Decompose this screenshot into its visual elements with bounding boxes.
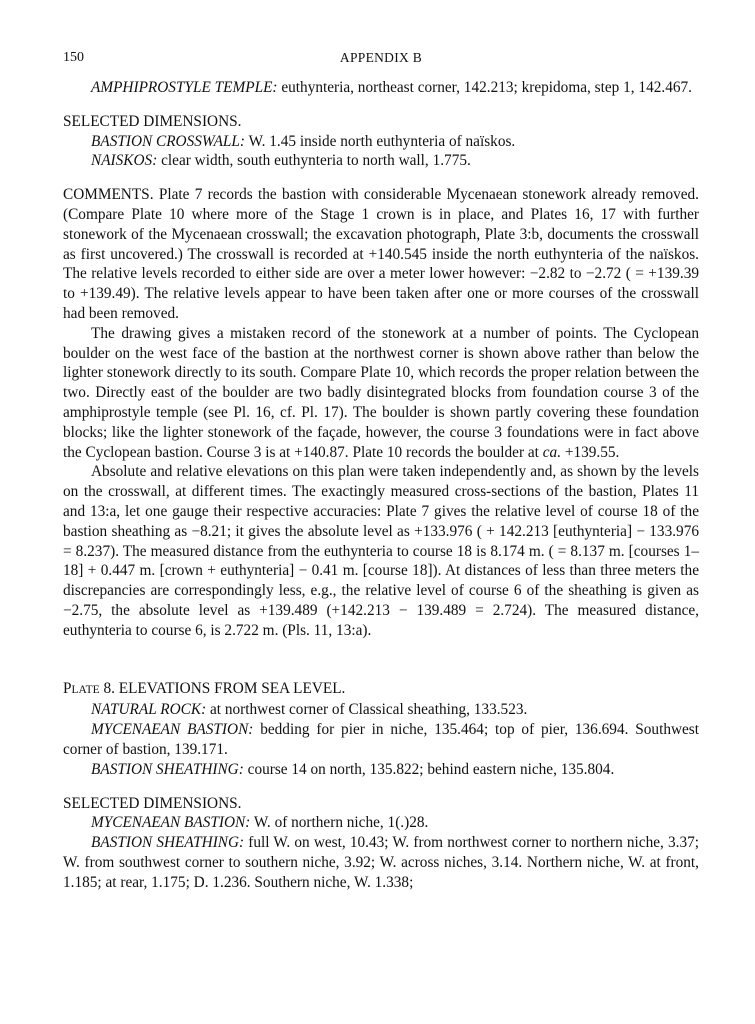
entry-label: NAISKOS:	[91, 152, 158, 170]
entry-label: BASTION CROSSWALL:	[91, 132, 246, 150]
entry-label: BASTION SHEATHING:	[91, 834, 245, 852]
entry-text: clear width, south euthynteria to north wall, 1.775.	[157, 152, 471, 170]
entry-label: MYCENAEAN BASTION:	[91, 814, 251, 832]
plate-8-heading	[63, 679, 699, 701]
heading-initial: P	[63, 679, 72, 697]
entry-text: W. 1.45 inside north euthynteria of naïskos.	[245, 132, 516, 150]
entry-text: course 14 on north, 135.822; behind eastern niche, 135.804.	[243, 760, 615, 778]
comments-paragraph-3: Absolute and relative elevations on this plan were taken independently and, as shown by the levels on the crosswall, at different times. The exactingly measured cross-sections of the bastion, Plates 11 and 13:a, let one gauge their respective accuracies: Plate 7 gives the relative level of course 18 of the bastion sheathing as −8.21; it gives the absolute level as +133.976 ( + 142.213 [euthynteria] − 133.976 = 8.237). The measured distance from the euthynteria to course 18 is 8.174 m. ( = 8.137 m. [courses 1–18] + 0.447 m. [crown + euthynteria] − 0.41 m. [course 18]). At distances of less than three meters the discrepancies are correspondingly less, e.g., the relative level of course 6 of the sheathing is given as −2.75, the absolute level as +139.489 (+142.213 − 139.489 = 2.724). The measured distance, euthynteria to course 6, is 2.722 m. (Pls. 11, 13:a).	[63, 463, 699, 639]
entry-text: at northwest corner of Classical sheathing, 133.523.	[206, 701, 528, 719]
entry-text: W. of northern niche, 1(.)28.	[250, 814, 429, 832]
bastion-sheathing-entry	[63, 760, 699, 780]
paragraph-text: +139.55.	[561, 443, 620, 461]
circa-abbreviation: ca.	[542, 443, 562, 461]
naiskos-dimension	[63, 151, 699, 171]
entry-label: BASTION SHEATHING:	[91, 760, 244, 778]
running-head	[63, 48, 699, 70]
bastion-dimension-entry	[63, 813, 699, 833]
page-body	[63, 48, 699, 892]
entry-label: MYCENAEAN BASTION:	[91, 721, 254, 739]
entry-label: NATURAL ROCK:	[91, 701, 207, 719]
entry-text: bedding for pier in niche, 135.464; top of pier, 136.694. Southwest corner of bastion, 139.171.	[63, 721, 700, 758]
crosswall-dimension	[63, 132, 699, 152]
comments-paragraph-1: COMMENTS. Plate 7 records the bastion with considerable Mycenaean stonework already removed. (Compare Plate 10 where more of the Stage 1 crown is in place, and Plates 16, 17 with further stonework of the Mycenaean crosswall; the excavation photograph, Plate 3:b, documents the crosswall as first uncovered.) The crosswall is recorded at +140.545 inside the north euthynteria of the naïskos. The relative levels recorded to either side are over a meter lower however: −2.82 to −2.72 ( = +139.39 to +139.49). The relative levels appear to have been taken after one or more courses of the crosswall had been removed.	[63, 186, 699, 322]
amphiprostyle-entry	[63, 78, 699, 98]
selected-dimensions-heading-2: SELECTED DIMENSIONS.	[63, 794, 242, 812]
running-title: APPENDIX B	[339, 50, 423, 65]
natural-rock-entry	[63, 700, 699, 720]
page-number: 150	[63, 50, 84, 65]
sheathing-dimension-entry	[63, 833, 699, 892]
selected-dimensions-heading: SELECTED DIMENSIONS.	[63, 112, 242, 130]
entry-text: euthynteria, northeast corner, 142.213; krepidoma, step 1, 142.467.	[277, 79, 692, 96]
paragraph-text: The drawing gives a mistaken record of the stonework at a number of points. The Cyclopean boulder on the west face of the bastion at the northwest corner is shown above rather than below the lighter stonework directly to its south. Compare Plate 10, which records the proper relation between the two. Directly east of the boulder are two badly disintegrated blocks from foundation course 3 of the amphiprostyle temple (see Pl. 16, cf. Pl. 17). The boulder is shown partly covering these foundation blocks; like the lighter stonework of the façade, however, the course 3 foundations were in fact above the Cyclopean bastion. Course 3 is at +140.87. Plate 10 records the boulder at	[63, 324, 699, 461]
comments-paragraph-2	[63, 324, 699, 463]
heading-rest: 8. ELEVATIONS FROM SEA LEVEL.	[99, 679, 346, 697]
entry-label: AMPHIPROSTYLE TEMPLE:	[91, 79, 278, 96]
heading-smallcaps: LATE	[71, 683, 100, 696]
mycenaean-bastion-entry	[63, 720, 699, 760]
entry-text: full W. on west, 10.43; W. from northwest corner to northern niche, 3.37; W. from southwest corner to southern niche, 3.92; W. across niches, 3.14. Northern niche, W. at front, 1.185; at rear, 1.175; D. 1.236. Southern niche, W. 1.338;	[63, 834, 699, 891]
